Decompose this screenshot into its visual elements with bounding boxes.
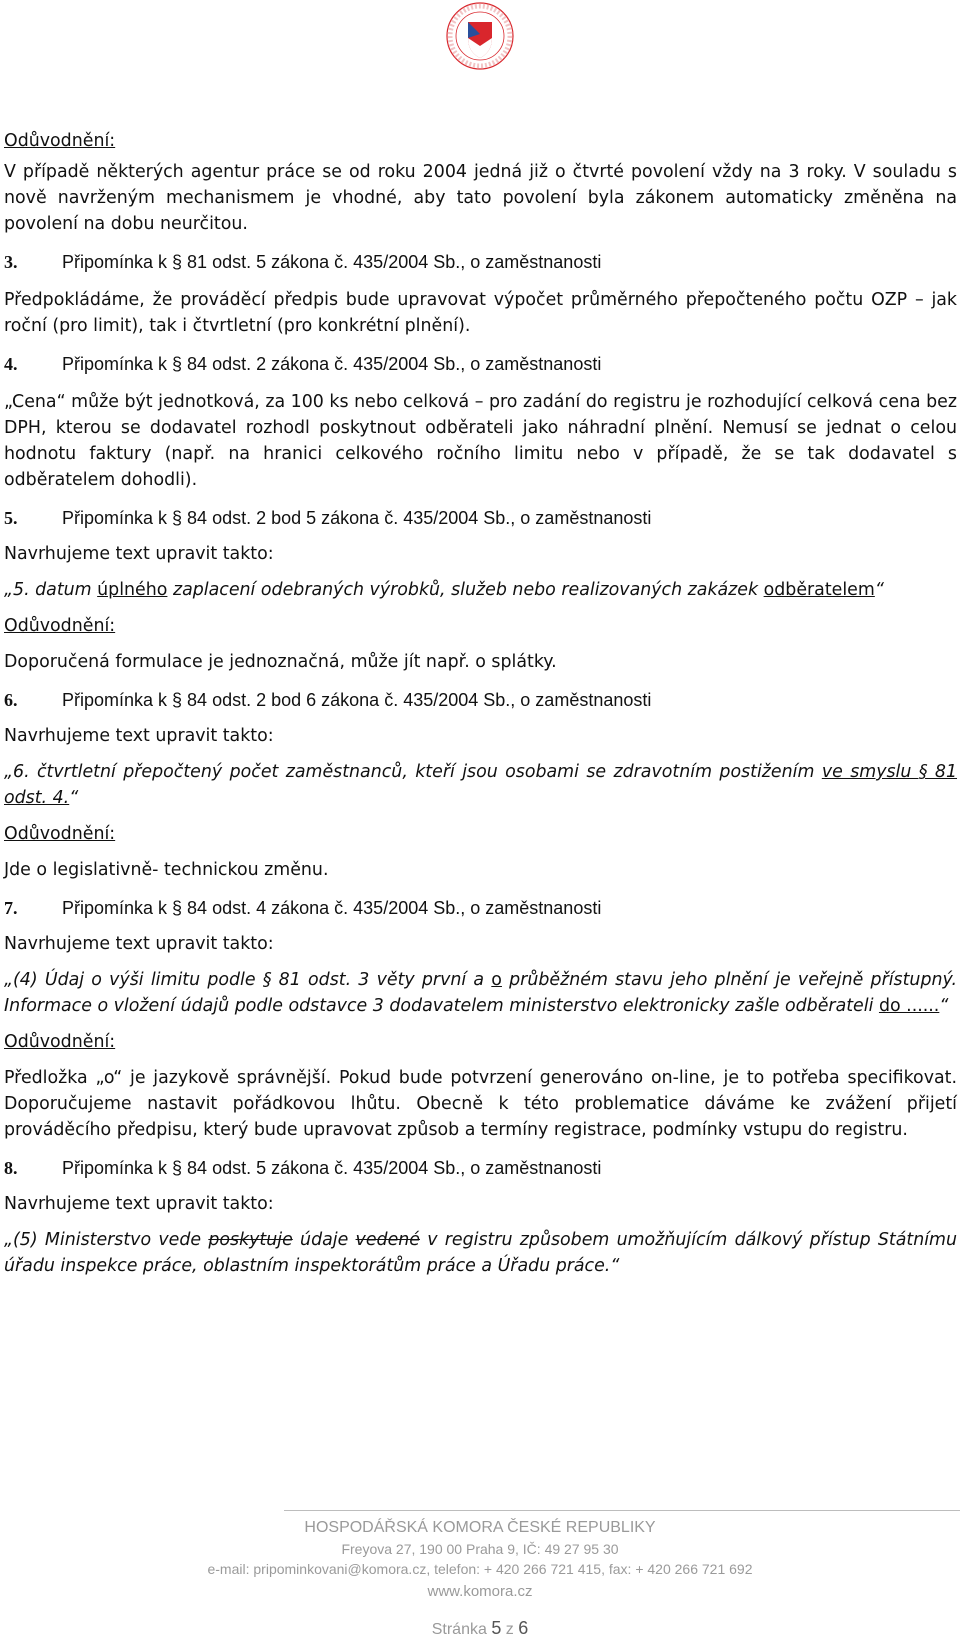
section-quote-7: „(4) Údaj o výši limitu podle § 81 odst. 3 věty první a o průběžném stavu jeho plnění je veřejně přístupný. Informace o vložení údajů podle odstavce 3 dodavatelem ministerstvo elektronicky zašle odběrateli do ......“ (4, 970, 957, 1016)
footer-contact: e-mail: pripominkovani@komora.cz, telefon: + 420 266 721 415, fax: + 420 266 721 692 (207, 1561, 753, 1577)
document-body (4, 128, 957, 1279)
section-lead-8: Navrhujeme text upravit takto: (4, 1194, 274, 1214)
footer-web: www.komora.cz (427, 1583, 533, 1600)
section-heading-6: 6. Připomínka k § 84 odst. 2 bod 6 zákona č. 435/2004 Sb., o zaměstnanosti (4, 690, 652, 710)
section-quote-5: „5. datum úplného zaplacení odebraných výrobků, služeb nebo realizovaných zakázek odběratelem“ (4, 580, 884, 600)
section-text-6: Jde o legislativně- technickou změnu. (4, 860, 329, 880)
section-lead-6: Navrhujeme text upravit takto: (4, 726, 274, 746)
intro-text: V případě některých agentur práce se od roku 2004 jedná již o čtvrté povolení vždy na 3 roky. V souladu s nově navrženým mechanismem je vhodné, aby tato povolení byla zákonem automaticky změněna na povolení na dobu neurčitou. (4, 162, 957, 234)
section-label-6: Odůvodnění: (4, 824, 116, 844)
page-number: Stránka 5 z 6 (431, 1618, 529, 1638)
section-heading-8: 8. Připomínka k § 84 odst. 5 zákona č. 435/2004 Sb., o zaměstnanosti (4, 1158, 602, 1178)
section-heading-4: 4. Připomínka k § 84 odst. 2 zákona č. 435/2004 Sb., o zaměstnanosti (4, 354, 602, 374)
footer-org: HOSPODÁŘSKÁ KOMORA ČESKÉ REPUBLIKY (304, 1519, 656, 1536)
section-heading-7: 7. Připomínka k § 84 odst. 4 zákona č. 435/2004 Sb., o zaměstnanosti (4, 898, 602, 918)
section-lead-5: Navrhujeme text upravit takto: (4, 544, 274, 564)
section-heading-5: 5. Připomínka k § 84 odst. 2 bod 5 zákona č. 435/2004 Sb., o zaměstnanosti (4, 508, 652, 528)
footer-address: Freyova 27, 190 00 Praha 9, IČ: 49 27 95 30 (341, 1541, 619, 1557)
chamber-logo (444, 0, 516, 80)
section-label-5: Odůvodnění: (4, 616, 116, 636)
footer-divider (284, 1510, 960, 1511)
section-text-7: Předložka „o“ je jazykově správnější. Pokud bude potvrzení generováno on-line, je to potřeba specifikovat. Doporučujeme nastavit pořádkovou lhůtu. Obecně k této problematice dáváme ke zvážení přijetí prováděcího předpisu, který bude upravovat způsob a termíny registrace, podmínky vstupu do registru. (4, 1068, 957, 1140)
section-label-7: Odůvodnění: (4, 1032, 116, 1052)
section-text-5: Doporučená formulace je jednoznačná, může jít např. o splátky. (4, 652, 557, 672)
section-heading-3: 3. Připomínka k § 81 odst. 5 zákona č. 435/2004 Sb., o zaměstnanosti (4, 252, 602, 272)
section-text-4: „Cena“ může být jednotková, za 100 ks nebo celková – pro zadání do registru je rozhodující celková cena bez DPH, kterou se dodavatel rozhodl poskytnout odběrateli jako náhradní plnění. Nemusí se jednat o celou hodnotu faktury (např. na hranici celkového ročního limitu nebo v případě, že se tak dodavatel s odběratelem dohodli). (4, 392, 957, 490)
section-quote-6: „6. čtvrtletní přepočtený počet zaměstnanců, kteří jsou osobami se zdravotním postižením ve smyslu § 81 odst. 4.“ (4, 762, 958, 808)
section-lead-7: Navrhujeme text upravit takto: (4, 934, 274, 954)
intro-label: Odůvodnění: (4, 131, 116, 151)
section-text-3: Předpokládáme, že prováděcí předpis bude upravovat výpočet průměrného přepočteného počtu OZP – jak roční (pro limit), tak i čtvrtletní (pro konkrétní plnění). (4, 290, 957, 336)
chamber-seal-icon (444, 0, 516, 80)
section-quote-8: „(5) Ministerstvo vede poskytuje údaje vedené v registru způsobem umožňujícím dálkový přístup Státnímu úřadu inspekce práce, oblastním inspektorátům práce a Úřadu práce.“ (4, 1230, 958, 1276)
